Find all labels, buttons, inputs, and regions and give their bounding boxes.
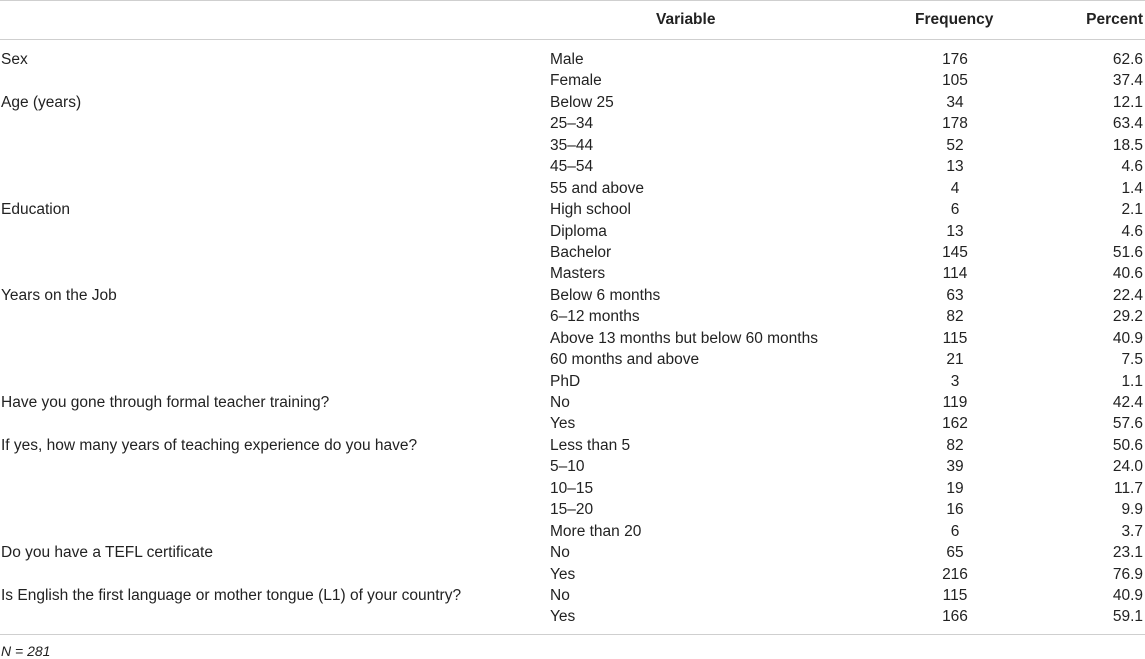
percent-cell: 1.4 — [1121, 179, 1143, 197]
variable-level-cell: 45–54 — [550, 158, 594, 176]
frequency-cell: 115 — [942, 329, 968, 347]
variable-level-cell: 15–20 — [550, 501, 594, 519]
variable-level-cell: 35–44 — [550, 136, 594, 154]
variable-level-cell: Male — [550, 51, 584, 68]
frequency-cell: 178 — [942, 115, 968, 133]
frequency-cell: 82 — [946, 308, 964, 326]
variable-level-cell: 60 months and above — [550, 351, 700, 369]
variable-group-cell: Have you gone through formal teacher training? — [1, 394, 330, 411]
variable-group-cell: Education — [1, 201, 70, 219]
percent-cell: 63.4 — [1112, 115, 1143, 133]
frequency-cell: 13 — [946, 222, 964, 240]
variable-group-cell: Is English the first language or mother tongue (L1) of your country? — [1, 586, 462, 604]
variable-level-cell: More than 20 — [550, 522, 642, 540]
percent-cell: 40.9 — [1112, 329, 1143, 347]
variable-level-cell: Yes — [550, 565, 576, 583]
percent-cell: 11.7 — [1113, 479, 1143, 497]
frequency-cell: 166 — [942, 608, 968, 626]
table-row — [0, 543, 1145, 564]
table-row — [0, 222, 1145, 243]
percent-cell: 42.4 — [1112, 394, 1143, 411]
variable-level-cell: 25–34 — [550, 115, 594, 133]
variable-level-cell: 10–15 — [550, 479, 594, 497]
table-header — [0, 0, 1145, 40]
percent-cell: 29.2 — [1112, 308, 1143, 326]
percent-cell: 40.6 — [1112, 265, 1143, 283]
percent-cell: 40.9 — [1112, 586, 1143, 604]
table-row — [0, 479, 1145, 500]
table-row — [0, 286, 1145, 307]
table-row — [0, 393, 1145, 414]
table-row — [0, 565, 1145, 586]
frequency-cell: 114 — [942, 265, 968, 283]
frequency-cell: 65 — [946, 544, 964, 562]
percent-cell: 57.6 — [1112, 415, 1143, 433]
percent-cell: 3.7 — [1121, 522, 1143, 540]
percent-cell: 7.5 — [1121, 351, 1143, 369]
variable-level-cell: Bachelor — [550, 243, 612, 261]
frequency-cell: 34 — [946, 93, 964, 111]
variable-group-cell: Age (years) — [1, 93, 82, 111]
table-row — [0, 350, 1145, 371]
table-body — [0, 40, 1145, 629]
variable-level-cell: Above 13 months but below 60 months — [550, 329, 818, 347]
sample-size-note: N = 281 — [1, 643, 51, 659]
table-row — [0, 93, 1145, 114]
frequency-cell: 82 — [946, 436, 964, 454]
frequency-cell: 105 — [942, 72, 968, 90]
table-row — [0, 522, 1145, 543]
variable-group-cell: Years on the Job — [1, 286, 117, 304]
header-variable: Variable — [656, 11, 716, 28]
variable-level-cell: Diploma — [550, 222, 607, 240]
percent-cell: 18.5 — [1112, 136, 1143, 154]
table-row — [0, 200, 1145, 221]
percent-cell: 62.6 — [1112, 51, 1143, 68]
percent-cell: 24.0 — [1112, 458, 1143, 476]
table-row — [0, 607, 1145, 628]
variable-level-cell: Yes — [550, 415, 576, 433]
frequency-cell: 6 — [950, 201, 960, 219]
frequency-cell: 16 — [946, 501, 964, 519]
table-row — [0, 500, 1145, 521]
table-row — [0, 114, 1145, 135]
percent-cell: 4.6 — [1121, 158, 1143, 176]
frequency-cell: 176 — [942, 51, 968, 68]
percent-cell: 22.4 — [1112, 286, 1143, 304]
variable-level-cell: 6–12 months — [550, 308, 640, 326]
table-row — [0, 71, 1145, 92]
table-row — [0, 136, 1145, 157]
frequency-cell: 52 — [946, 136, 964, 154]
variable-group-cell: If yes, how many years of teaching experience do you have? — [1, 436, 418, 454]
table-row — [0, 264, 1145, 285]
frequency-cell: 13 — [946, 158, 964, 176]
variable-level-cell: No — [550, 394, 570, 411]
variable-level-cell: Female — [550, 72, 602, 90]
variable-level-cell: Less than 5 — [550, 436, 631, 454]
table-row — [0, 50, 1145, 71]
table-row — [0, 586, 1145, 607]
frequency-cell: 4 — [950, 179, 960, 197]
frequency-cell: 115 — [942, 586, 968, 604]
table-row — [0, 157, 1145, 178]
table-row — [0, 414, 1145, 435]
percent-cell: 51.6 — [1112, 243, 1143, 261]
variable-level-cell: No — [550, 544, 570, 562]
frequency-cell: 145 — [942, 243, 968, 261]
percent-cell: 23.1 — [1112, 544, 1143, 562]
percent-cell: 37.4 — [1112, 72, 1143, 90]
frequency-cell: 19 — [946, 479, 964, 497]
variable-level-cell: High school — [550, 201, 631, 219]
percent-cell: 9.9 — [1121, 501, 1143, 519]
variable-level-cell: 55 and above — [550, 179, 644, 197]
percent-cell: 2.1 — [1121, 201, 1143, 219]
frequency-cell: 63 — [946, 286, 964, 304]
table-row — [0, 329, 1145, 350]
table-row — [0, 307, 1145, 328]
variable-group-cell: Sex — [1, 51, 28, 68]
table-row — [0, 243, 1145, 264]
percent-cell: 12.1 — [1112, 93, 1143, 111]
variable-level-cell: Yes — [550, 608, 576, 626]
percent-cell: 76.9 — [1112, 565, 1143, 583]
header-percent: Percent — [1086, 11, 1143, 28]
header-frequency: Frequency — [915, 11, 994, 28]
variable-level-cell: Below 25 — [550, 93, 614, 111]
table-row — [0, 372, 1145, 393]
variable-level-cell: No — [550, 586, 570, 604]
variable-group-cell: Do you have a TEFL certificate — [1, 544, 213, 562]
frequency-cell: 3 — [950, 372, 960, 390]
frequency-cell: 21 — [946, 351, 964, 369]
table-row — [0, 179, 1145, 200]
table-row — [0, 457, 1145, 478]
variable-level-cell: Masters — [550, 265, 606, 283]
variable-level-cell: PhD — [550, 372, 581, 390]
percent-cell: 1.1 — [1121, 372, 1143, 390]
frequency-cell: 39 — [946, 458, 964, 476]
table-bottom-rule — [0, 634, 1145, 635]
percent-cell: 4.6 — [1121, 222, 1143, 240]
frequency-cell: 216 — [942, 565, 968, 583]
percent-cell: 50.6 — [1112, 436, 1143, 454]
frequency-cell: 119 — [942, 394, 968, 411]
frequency-cell: 6 — [950, 522, 960, 540]
variable-level-cell: 5–10 — [550, 458, 585, 476]
frequency-cell: 162 — [942, 415, 968, 433]
table-row — [0, 436, 1145, 457]
percent-cell: 59.1 — [1112, 608, 1143, 626]
variable-level-cell: Below 6 months — [550, 286, 661, 304]
